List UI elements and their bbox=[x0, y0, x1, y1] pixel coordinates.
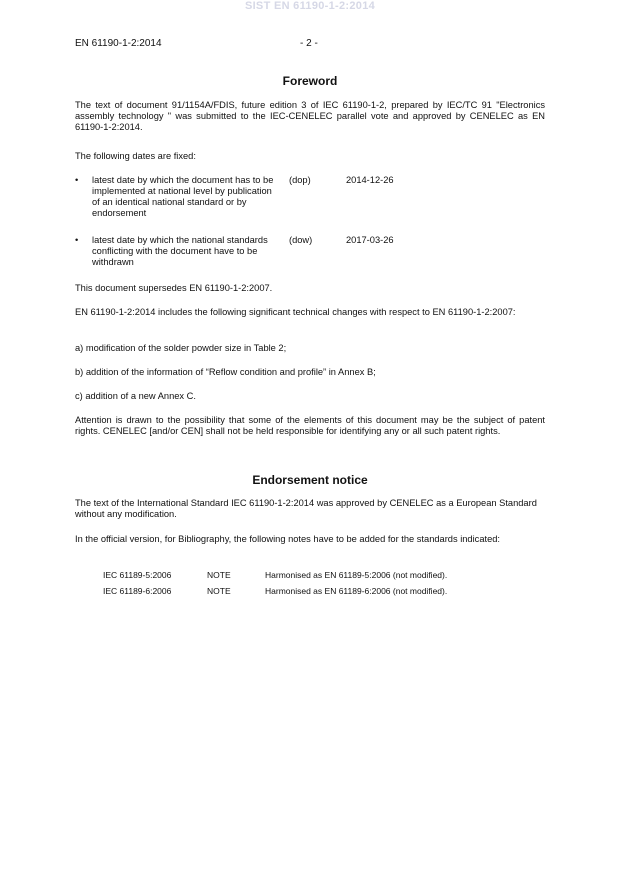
note-text: Harmonised as EN 61189-6:2006 (not modified). bbox=[265, 586, 448, 596]
watermark: SIST EN 61190-1-2:2014 bbox=[244, 0, 376, 12]
note-standard: IEC 61189-6:2006 bbox=[103, 586, 172, 596]
date-text-dop: latest date by which the document has to be implemented at national level by publication of an identical national standard or by endorsement bbox=[92, 175, 274, 218]
change-item: b) addition of the information of “Reflow condition and profile” in Annex B; bbox=[75, 367, 376, 377]
dates-intro: The following dates are fixed: bbox=[75, 151, 196, 161]
foreword-title: Foreword bbox=[282, 74, 338, 88]
supersedes-text: This document supersedes EN 61190-1-2:2007. bbox=[75, 283, 273, 293]
changes-intro: EN 61190-1-2:2014 includes the following significant technical changes with respect to EN 61190-1-2:2007: bbox=[75, 307, 516, 317]
date-code-dow: (dow) bbox=[289, 235, 313, 245]
note-label: NOTE bbox=[207, 570, 231, 580]
bullet-icon: • bbox=[75, 175, 79, 185]
bibliography-text: In the official version, for Bibliography, the following notes have to be added for the standards indicated: bbox=[75, 534, 500, 544]
header-doc-id: EN 61190-1-2:2014 bbox=[75, 38, 162, 49]
endorsement-title: Endorsement notice bbox=[252, 473, 368, 487]
note-label: NOTE bbox=[207, 586, 231, 596]
date-value-dow: 2017-03-26 bbox=[346, 235, 394, 245]
foreword-intro: The text of document 91/1154A/FDIS, future edition 3 of IEC 61190-1-2, prepared by IEC/TC 91 "Electronics assembly technology " was submitted to the IEC-CENELEC parallel vote and approved by CENELEC as EN 61190-1-2:2014. bbox=[75, 100, 545, 132]
change-item: a) modification of the solder powder size in Table 2; bbox=[75, 343, 287, 353]
bullet-icon: • bbox=[75, 235, 79, 245]
date-code-dop: (dop) bbox=[289, 175, 311, 185]
date-text-dow: latest date by which the national standards conflicting with the document have to be withdrawn bbox=[92, 235, 268, 267]
patent-notice: Attention is drawn to the possibility that some of the elements of this document may be the subject of patent rights. CENELEC [and/or CEN] shall not be held responsible for identifying any or all such patent rights. bbox=[75, 415, 545, 436]
header-page-number: - 2 - bbox=[300, 38, 318, 49]
note-standard: IEC 61189-5:2006 bbox=[103, 570, 172, 580]
endorsement-text: The text of the International Standard IEC 61190-1-2:2014 was approved by CENELEC as a European Standard without any modification. bbox=[75, 498, 537, 519]
change-item: c) addition of a new Annex C. bbox=[75, 391, 196, 401]
date-value-dop: 2014-12-26 bbox=[346, 175, 394, 185]
note-text: Harmonised as EN 61189-5:2006 (not modified). bbox=[265, 570, 448, 580]
